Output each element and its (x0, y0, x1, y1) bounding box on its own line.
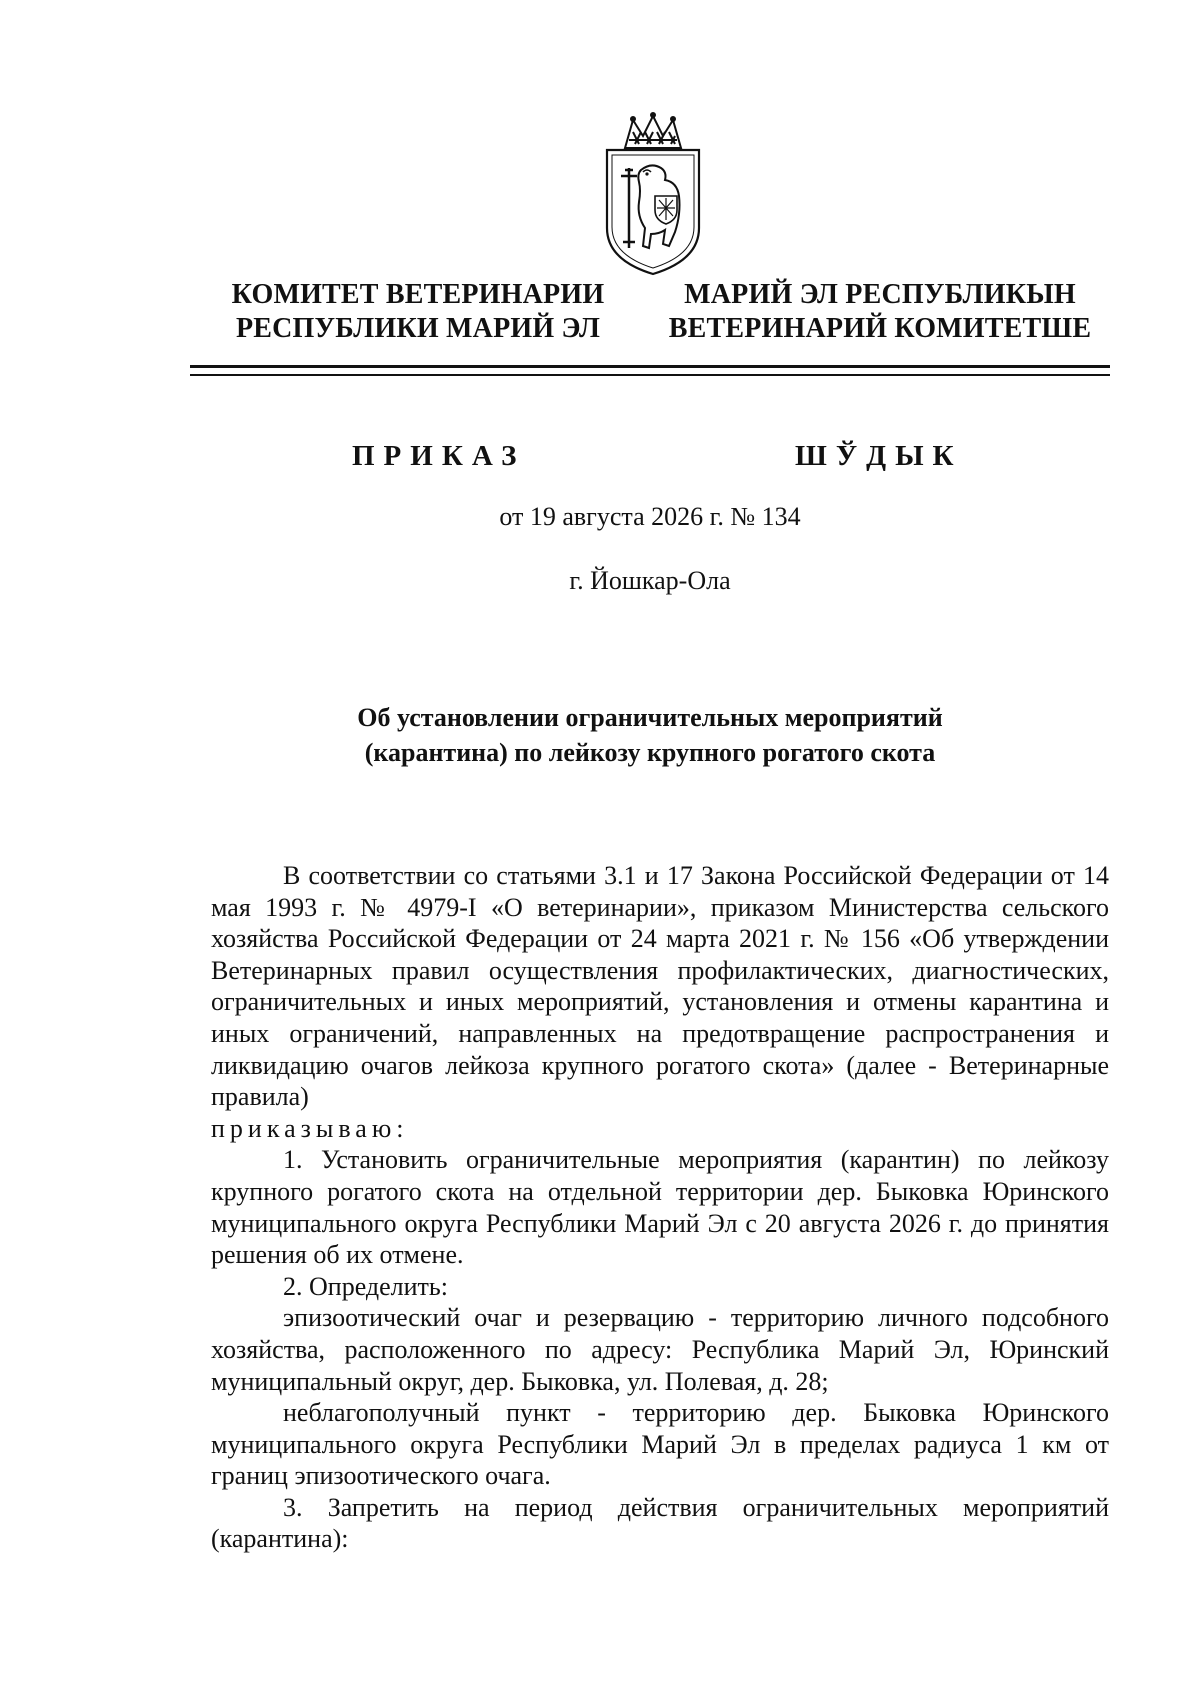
document-type-russian: ПРИКАЗ (352, 440, 526, 472)
org-left-line2: РЕСПУБЛИКИ МАРИЙ ЭЛ (235, 313, 601, 344)
organization-name-mari (660, 278, 1100, 346)
preamble-paragraph: В соответствии со статьями 3.1 и 17 Закона Российской Федерации от 14 мая 1993 г. № 4979-I «О ветеринарии», приказом Министерства сельского хозяйства Российской Федерации от 24 марта 2021 г. № 156 «Об утверждении Ветеринарных правил осуществления профилактических, диагностических, ограничительных и иных мероприятий, установления и отмены карантина и иных ограничений, направленных на предотвращение распространения и ликвидацию очагов лейкоза крупного рогатого скота» (далее - Ветеринарные правила) (211, 861, 1109, 1112)
coat-of-arms-icon (595, 110, 711, 280)
org-left-line1: КОМИТЕТ ВЕТЕРИНАРИИ (231, 279, 605, 310)
document-body (211, 860, 1109, 1555)
item-2-paragraph: 2. Определить: (283, 1271, 448, 1301)
item-1-paragraph: 1. Установить ограничительные мероприятия (карантин) по лейкозу крупного рогатого скота на отдельной территории дер. Быковка Юринского муниципального округа Республики Марий Эл с 20 августа 2026 г. до принятия решения об их отмене. (211, 1145, 1109, 1270)
document-date-number: от 19 августа 2026 г. № 134 (499, 502, 801, 531)
item-2a-paragraph: эпизоотический очаг и резервацию - территорию личного подсобного хозяйства, расположенного по адресу: Республика Марий Эл, Юринский муниципальный округ, дер. Быковка, ул. Полевая, д. 28; (211, 1303, 1109, 1396)
org-right-line2: ВЕТЕРИНАРИЙ КОМИТЕТШЕ (668, 313, 1092, 344)
title-line1: Об установлении ограничительных мероприятий (357, 703, 943, 732)
document-city: г. Йошкар-Ола (569, 566, 731, 595)
header-divider-thick (190, 365, 1110, 368)
item-2b-paragraph: неблагополучный пункт - территорию дер. Быковка Юринского муниципального округа Республики Марий Эл в пределах радиуса 1 км от границ эпизоотического очага. (211, 1398, 1109, 1491)
order-word: приказываю: (211, 1113, 409, 1143)
title-line2: (карантина) по лейкозу крупного рогатого скота (364, 738, 936, 767)
header-divider-thin (190, 374, 1110, 376)
document-type-mari: ШЎДЫК (795, 440, 963, 472)
item-3-paragraph: 3. Запретить на период действия ограничительных мероприятий (карантина): (211, 1492, 1109, 1554)
org-right-line1: МАРИЙ ЭЛ РЕСПУБЛИКЫН (684, 279, 1076, 310)
organization-name-russian (218, 278, 618, 346)
document-title (190, 700, 1110, 770)
